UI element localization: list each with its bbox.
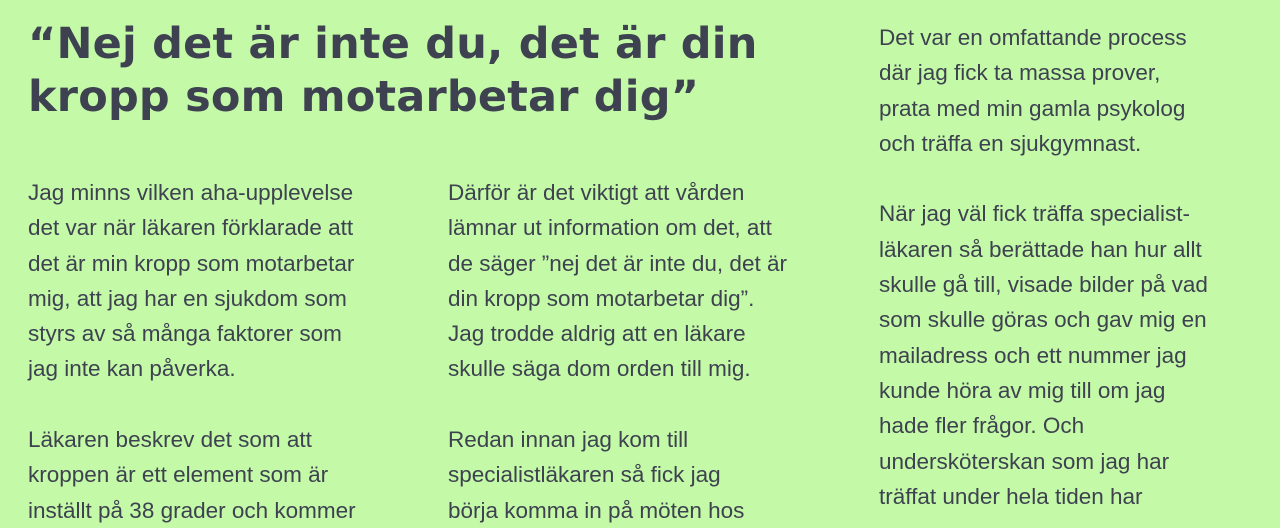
paragraph: Det var en omfattande process där jag fick ta massa prover, prata med min gamla psykolog och träffa en sjukgymnast.	[879, 25, 1187, 156]
paragraph: Redan innan jag kom till specialistläkaren så fick jag börja komma in på möten hos	[448, 427, 745, 523]
text-column-1	[28, 175, 428, 528]
paragraph: Jag minns vilken aha-upplevelse det var när läkaren förklarade att det är min kropp som motarbetar mig, att jag har en sjukdom som styrs av så många faktorer som jag inte kan påverka.	[28, 180, 355, 382]
paragraph: Därför är det viktigt att vården lämnar ut information om det, att de säger ”nej det är inte du, det är din kropp som motarbetar dig”. Jag trodde aldrig att en läkare skulle säga dom orden till mig.	[448, 180, 787, 382]
article-headline: “Nej det är inte du, det är din kropp som motarbetar dig”	[28, 19, 758, 122]
text-column-2	[448, 175, 848, 528]
paragraph: När jag väl fick träffa specialist- läkaren så berättade han hur allt skulle gå till, visade bilder på vad som skulle göras och gav mig en mailadress och ett nummer jag kunde höra av mig till om jag hade fler frågor. Och undersköterskan som jag har träffat under hela tiden har	[879, 201, 1208, 509]
text-column-3	[879, 20, 1279, 514]
paragraph: Läkaren beskrev det som att kroppen är ett element som är inställt på 38 grader och kommer	[28, 427, 356, 523]
